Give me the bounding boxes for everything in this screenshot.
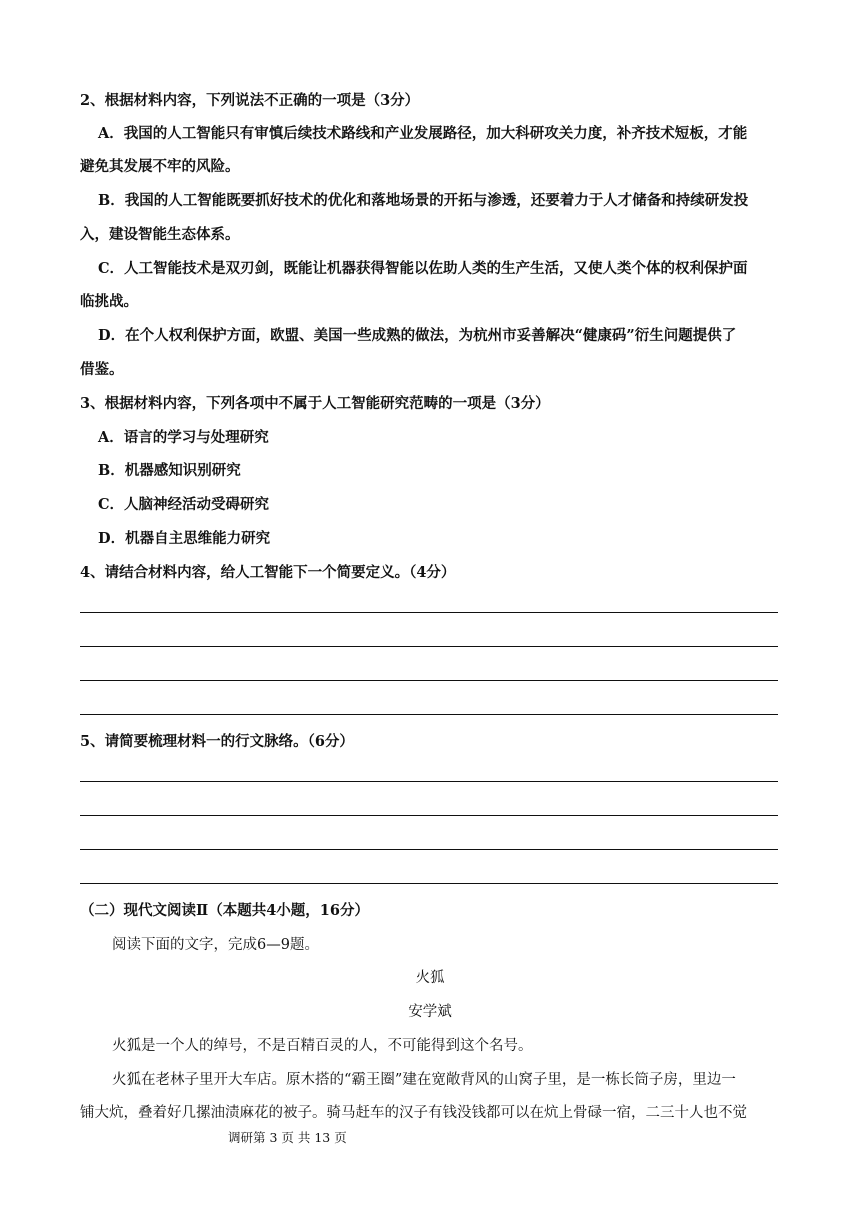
question-3-option-c: C．人脑神经活动受碍研究: [98, 496, 270, 513]
question-2-option-d: D．在个人权利保护方面，欧盟、美国一些成熟的做法，为杭州市妥善解决“健康码”衍生问题提供了: [98, 327, 737, 344]
question-3-stem: 3、根据材料内容，下列各项中不属于人工智能研究范畴的一项是（3分）: [80, 395, 550, 412]
question-2-option-b: B．我国的人工智能既要抓好技术的优化和落地场景的开拓与渗透，还要着力于人才储备和持续研发投: [98, 192, 749, 209]
question-2-option-a: A．我国的人工智能只有审慎后续技术路线和产业发展路径，加大科研攻关力度，补齐技术短板，才能: [98, 125, 748, 142]
question-2-option-c: C．人工智能技术是双刃剑，既能让机器获得智能以佐助人类的生产生活，又使人类个体的权利保护面: [98, 260, 748, 277]
question-2-option-c-cont: 临挑战。: [80, 293, 138, 310]
answer-line: [80, 714, 778, 715]
answer-line: [80, 781, 778, 782]
article-paragraph-cont: 铺大炕，叠着好几摞油渍麻花的被子。骑马赶车的汉子有钱没钱都可以在炕上骨碌一宿，二三十人也不觉: [80, 1105, 747, 1121]
article-paragraph: 火狐在老林子里开大车店。原木搭的“霸王圈”建在宽敞背风的山窝子里，是一栋长筒子房，里边一: [112, 1072, 736, 1088]
article-paragraph: 火狐是一个人的绰号，不是百精百灵的人，不可能得到这个名号。: [112, 1038, 533, 1054]
question-2-option-d-cont: 借鉴。: [80, 361, 124, 378]
answer-line: [80, 680, 778, 681]
question-2-stem: 2、根据材料内容，下列说法不正确的一项是（3分）: [80, 92, 420, 109]
answer-line: [80, 849, 778, 850]
question-5-stem: 5、请简要梳理材料一的行文脉络。（6分）: [80, 733, 354, 750]
answer-line: [80, 815, 778, 816]
answer-line: [80, 646, 778, 647]
question-2-option-a-cont: 避免其发展不牢的风险。: [80, 158, 240, 175]
article-title: 火狐: [415, 970, 445, 986]
section-instruction: 阅读下面的文字，完成6—9题。: [112, 937, 319, 953]
question-3-option-a: A．语言的学习与处理研究: [98, 429, 269, 446]
section-heading: （二）现代文阅读Ⅱ（本题共4小题，16分）: [80, 902, 369, 919]
question-3-option-b: B．机器感知识别研究: [98, 462, 241, 479]
question-2-option-b-cont: 入，建设智能生态体系。: [80, 226, 240, 243]
question-3-option-d: D．机器自主思维能力研究: [98, 530, 271, 547]
answer-line: [80, 883, 778, 884]
page-footer: 调研第 3 页 共 13 页: [228, 1130, 347, 1145]
article-author: 安学斌: [408, 1004, 452, 1020]
question-4-stem: 4、请结合材料内容，给人工智能下一个简要定义。（4分）: [80, 564, 456, 581]
answer-line: [80, 612, 778, 613]
